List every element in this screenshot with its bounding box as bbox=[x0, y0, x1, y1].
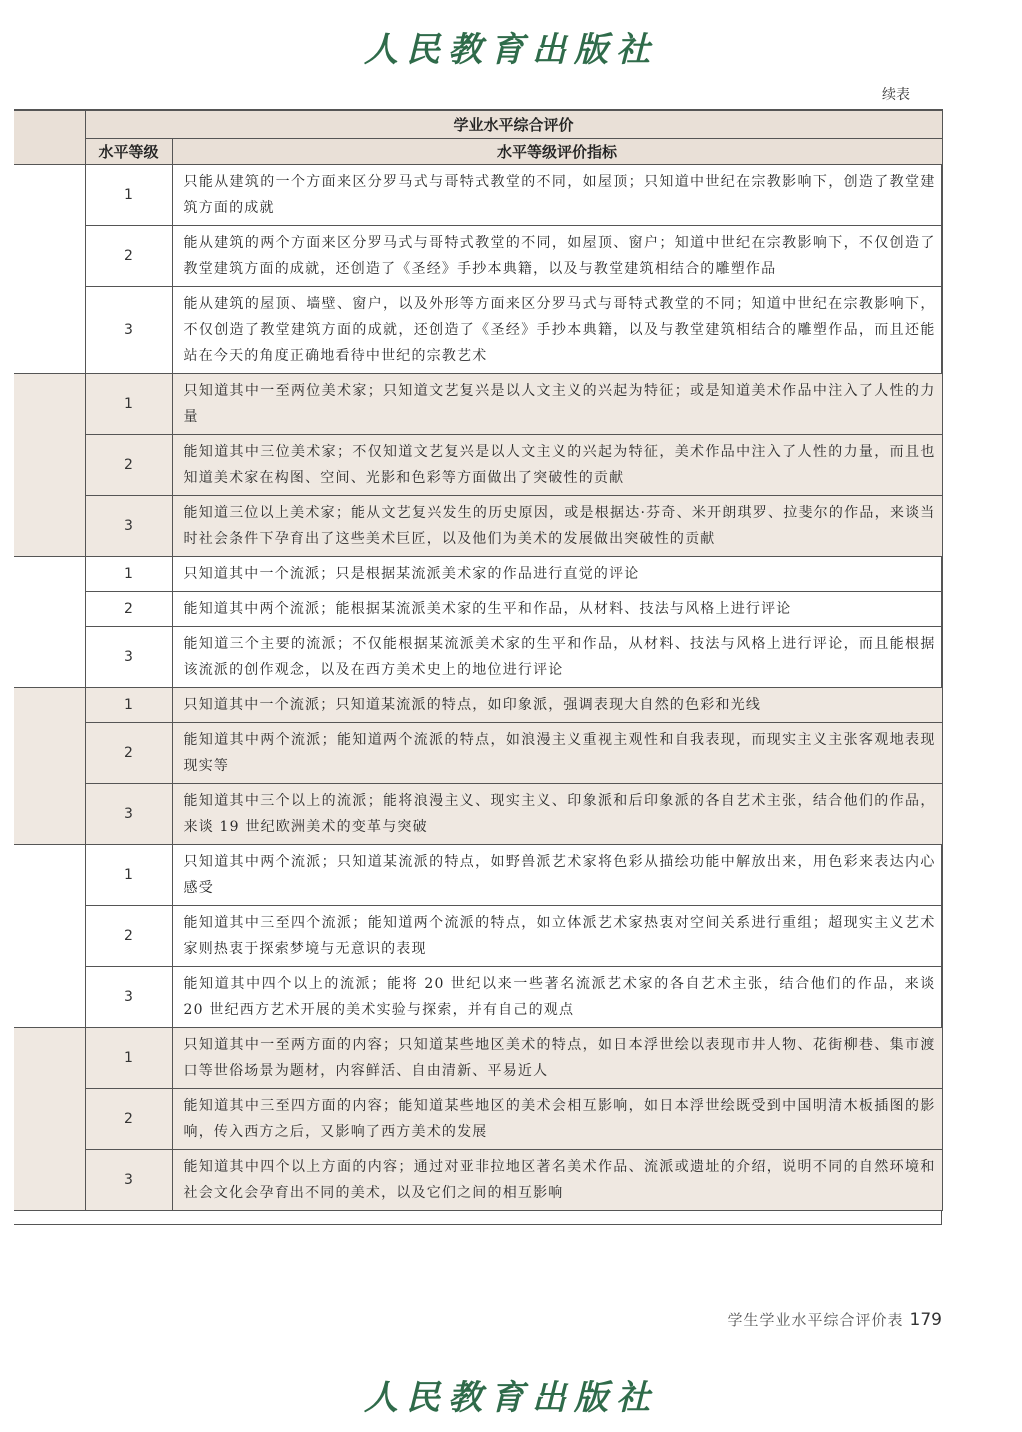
table-row bbox=[14, 1150, 942, 1211]
table-row bbox=[14, 165, 942, 226]
category-cell bbox=[14, 165, 85, 374]
table-row bbox=[14, 784, 942, 845]
indicator-cell: 能知道其中两个流派；能知道两个流派的特点，如浪漫主义重视主观性和自我表现，而现实主义主张客观地表现现实等 bbox=[172, 723, 942, 784]
indicator-cell: 只知道其中一至两方面的内容；只知道某些地区美术的特点，如日本浮世绘以表现市井人物、花街柳巷、集市渡口等世俗场景为题材，内容鲜活、自由清新、平易近人 bbox=[172, 1028, 942, 1089]
indicator-cell: 能知道其中三位美术家；不仅知道文艺复兴是以人文主义的兴起为特征，美术作品中注入了人性的力量，而且也知道美术家在构图、空间、光影和色彩等方面做出了突破性的贡献 bbox=[172, 435, 942, 496]
indicator-cell: 只知道其中一个流派；只是根据某流派美术家的作品进行直觉的评论 bbox=[172, 557, 942, 592]
level-cell: 2 bbox=[85, 1089, 172, 1150]
level-cell: 3 bbox=[85, 967, 172, 1028]
evaluation-table-container bbox=[14, 109, 942, 1225]
level-cell: 3 bbox=[85, 1150, 172, 1211]
indicator-cell: 只知道其中一个流派；只知道某流派的特点，如印象派，强调表现大自然的色彩和光线 bbox=[172, 688, 942, 723]
indicator-cell: 只知道其中两个流派；只知道某流派的特点，如野兽派艺术家将色彩从描绘功能中解放出来，用色彩来表达内心感受 bbox=[172, 845, 942, 906]
header-level: 水平等级 bbox=[85, 139, 172, 165]
level-cell: 2 bbox=[85, 906, 172, 967]
level-cell: 1 bbox=[85, 845, 172, 906]
level-cell: 3 bbox=[85, 287, 172, 374]
footer-title: 学生学业水平综合评价表 bbox=[727, 1311, 904, 1329]
table-row bbox=[14, 496, 942, 557]
publisher-logo-top: 人民教育出版社 bbox=[364, 30, 658, 70]
table-row bbox=[14, 906, 942, 967]
table-body bbox=[14, 165, 942, 1211]
level-cell: 1 bbox=[85, 374, 172, 435]
level-cell: 2 bbox=[85, 226, 172, 287]
table-row bbox=[14, 723, 942, 784]
corner-cell bbox=[14, 110, 85, 165]
level-cell: 2 bbox=[85, 592, 172, 627]
level-cell: 1 bbox=[85, 165, 172, 226]
category-cell bbox=[14, 845, 85, 1028]
table-row bbox=[14, 592, 942, 627]
table-row bbox=[14, 374, 942, 435]
page-footer bbox=[728, 1309, 942, 1330]
category-cell bbox=[14, 557, 85, 688]
indicator-cell: 能知道三个主要的流派；不仅能根据某流派美术家的生平和作品，从材料、技法与风格上进行评论，而且能根据该流派的创作观念，以及在西方美术史上的地位进行评论 bbox=[172, 627, 942, 688]
level-cell: 1 bbox=[85, 1028, 172, 1089]
table-row bbox=[14, 287, 942, 374]
header-overall: 学业水平综合评价 bbox=[85, 110, 942, 139]
continued-label: 续表 bbox=[882, 87, 910, 103]
evaluation-table bbox=[14, 109, 943, 1211]
table-row bbox=[14, 1089, 942, 1150]
level-cell: 1 bbox=[85, 557, 172, 592]
category-cell bbox=[14, 688, 85, 845]
table-row bbox=[14, 967, 942, 1028]
table-row bbox=[14, 627, 942, 688]
indicator-cell: 能知道其中四个以上的流派；能将 20 世纪以来一些著名流派艺术家的各自艺术主张，结合他们的作品，来谈 20 世纪西方艺术开展的美术实验与探索，并有自己的观点 bbox=[172, 967, 942, 1028]
level-cell: 3 bbox=[85, 784, 172, 845]
header-indicator: 水平等级评价指标 bbox=[172, 139, 942, 165]
category-cell bbox=[14, 374, 85, 557]
indicator-cell: 能从建筑的屋顶、墙壁、窗户，以及外形等方面来区分罗马式与哥特式教堂的不同；知道中世纪在宗教影响下，不仅创造了教堂建筑方面的成就，还创造了《圣经》手抄本典籍，以及与教堂建筑相结合的雕塑作品，而且还能站在今天的角度正确地看待中世纪的宗教艺术 bbox=[172, 287, 942, 374]
indicator-cell: 能知道其中四个以上方面的内容；通过对亚非拉地区著名美术作品、流派或遗址的介绍，说明不同的自然环境和社会文化会孕育出不同的美术，以及它们之间的相互影响 bbox=[172, 1150, 942, 1211]
table-row bbox=[14, 435, 942, 496]
table-row bbox=[14, 1028, 942, 1089]
indicator-cell: 只能从建筑的一个方面来区分罗马式与哥特式教堂的不同，如屋顶；只知道中世纪在宗教影响下，创造了教堂建筑方面的成就 bbox=[172, 165, 942, 226]
indicator-cell: 能知道其中三至四个流派；能知道两个流派的特点，如立体派艺术家热衷对空间关系进行重组；超现实主义艺术家则热衷于探索梦境与无意识的表现 bbox=[172, 906, 942, 967]
page-number: 179 bbox=[909, 1310, 942, 1330]
table-row bbox=[14, 226, 942, 287]
indicator-cell: 能知道三位以上美术家；能从文艺复兴发生的历史原因，或是根据达·芬奇、米开朗琪罗、拉斐尔的作品，来谈当时社会条件下孕育出了这些美术巨匠，以及他们为美术的发展做出突破性的贡献 bbox=[172, 496, 942, 557]
level-cell: 1 bbox=[85, 688, 172, 723]
level-cell: 2 bbox=[85, 435, 172, 496]
table-row bbox=[14, 845, 942, 906]
table-row bbox=[14, 557, 942, 592]
indicator-cell: 能从建筑的两个方面来区分罗马式与哥特式教堂的不同，如屋顶、窗户；知道中世纪在宗教影响下，不仅创造了教堂建筑方面的成就，还创造了《圣经》手抄本典籍，以及与教堂建筑相结合的雕塑作品 bbox=[172, 226, 942, 287]
level-cell: 3 bbox=[85, 627, 172, 688]
indicator-cell: 能知道其中两个流派；能根据某流派美术家的生平和作品，从材料、技法与风格上进行评论 bbox=[172, 592, 942, 627]
indicator-cell: 只知道其中一至两位美术家；只知道文艺复兴是以人文主义的兴起为特征；或是知道美术作品中注入了人性的力量 bbox=[172, 374, 942, 435]
level-cell: 2 bbox=[85, 723, 172, 784]
indicator-cell: 能知道其中三至四方面的内容；能知道某些地区的美术会相互影响，如日本浮世绘既受到中国明清木板插图的影响，传入西方之后，又影响了西方美术的发展 bbox=[172, 1089, 942, 1150]
level-cell: 3 bbox=[85, 496, 172, 557]
publisher-logo-bottom: 人民教育出版社 bbox=[364, 1378, 658, 1418]
table-row bbox=[14, 688, 942, 723]
indicator-cell: 能知道其中三个以上的流派；能将浪漫主义、现实主义、印象派和后印象派的各自艺术主张，结合他们的作品，来谈 19 世纪欧洲美术的变革与突破 bbox=[172, 784, 942, 845]
category-cell bbox=[14, 1028, 85, 1211]
